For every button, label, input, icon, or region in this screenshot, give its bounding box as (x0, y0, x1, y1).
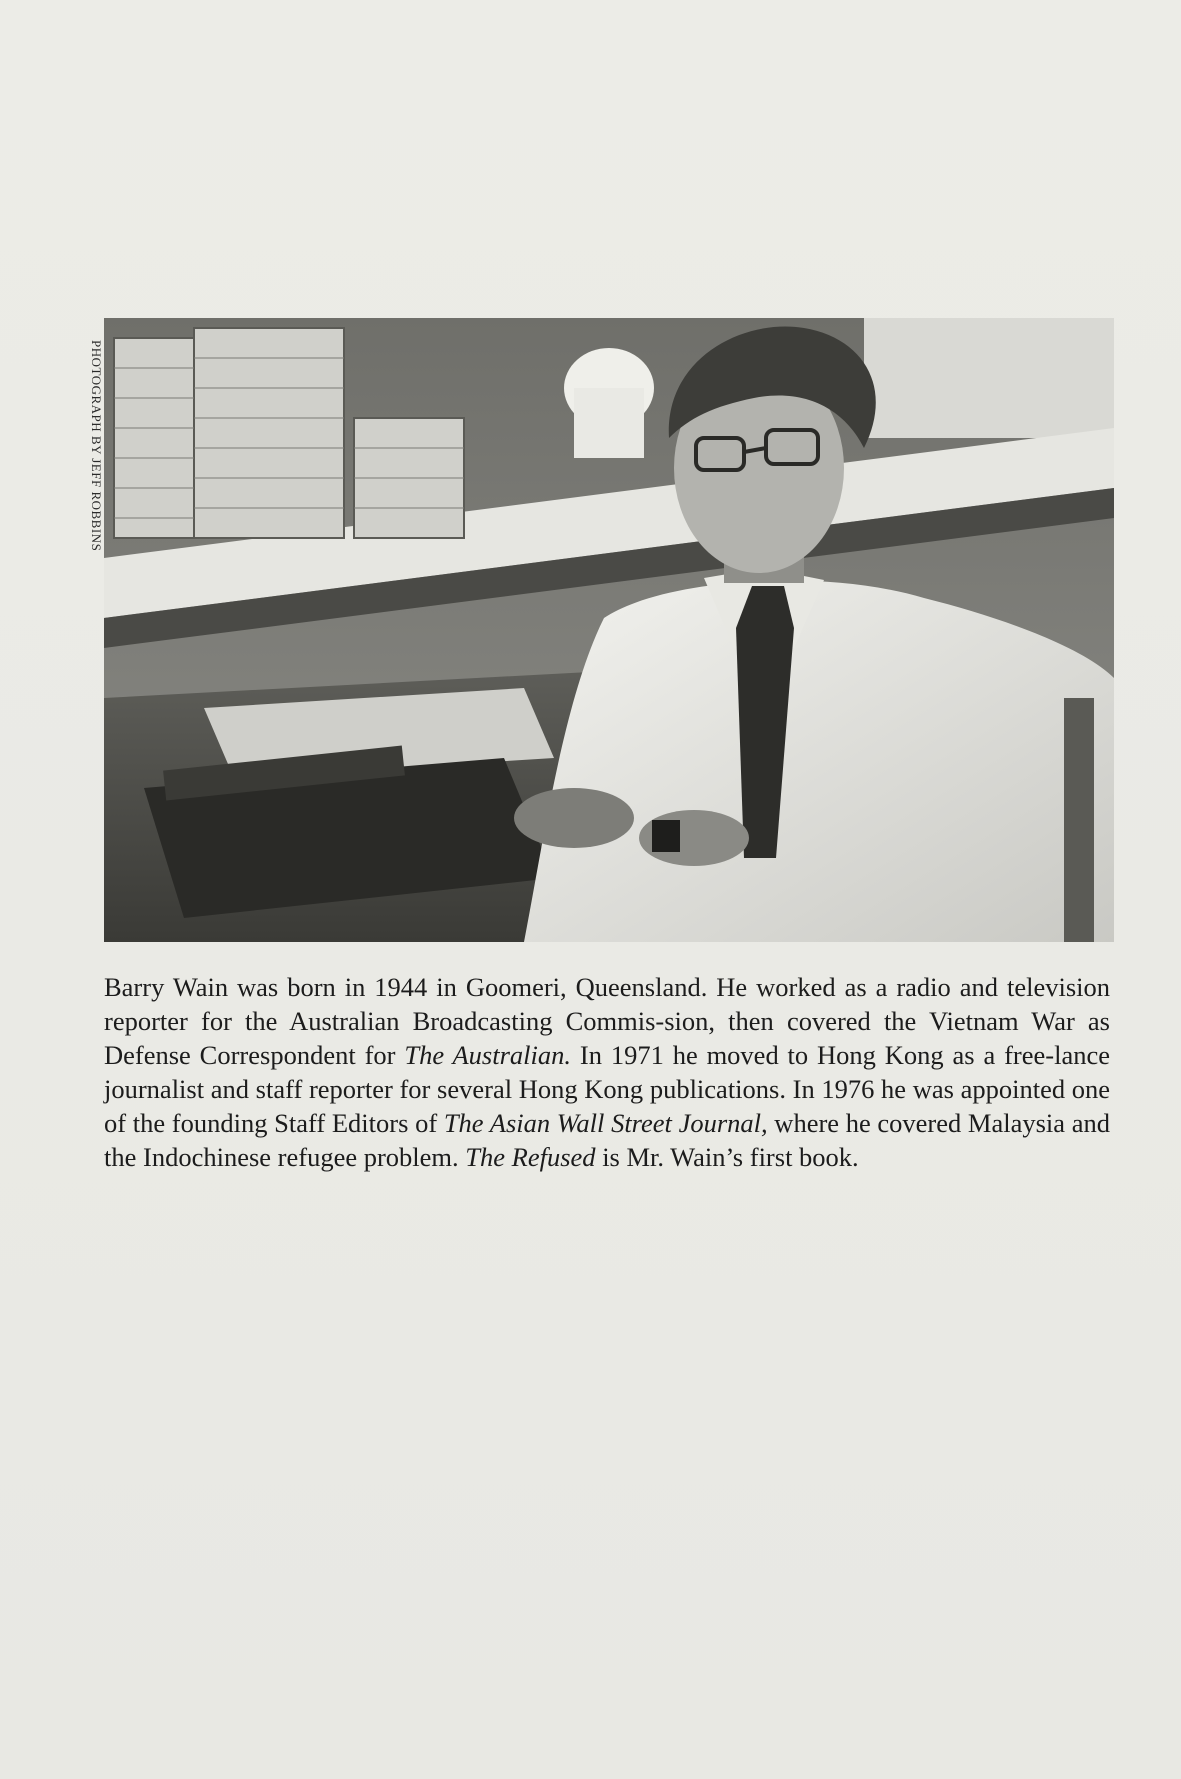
bio-text-3: where he covered Malaysia and the Indochinese refugee problem. (104, 1108, 1110, 1172)
bio-text-1: Barry Wain was born in 1944 in Goomeri, Queensland. He worked as a radio and television reporter for the Australian Broadcasting Commis-sion, then covered the Vietnam War as Defense Correspondent for (104, 972, 1110, 1070)
bio-text-2: In 1971 he moved to Hong Kong as a free-lance journalist and staff reporter for several Hong Kong publications. In 1976 he was appointed one of the founding Staff Editors of (104, 1040, 1111, 1138)
author-photo-illustration (104, 318, 1114, 942)
author-photo (104, 318, 1114, 942)
bio-title-the-australian: The Australian. (404, 1040, 572, 1070)
bio-title-the-refused: The Refused (465, 1142, 596, 1172)
author-bio (104, 970, 1110, 1174)
photo-credit: PHOTOGRAPH BY JEFF ROBBINS (89, 340, 104, 552)
bio-title-asian-wall-street-journal: The Asian Wall Street Journal, (443, 1108, 768, 1138)
bio-text-4: is Mr. Wain’s first book. (595, 1142, 859, 1172)
